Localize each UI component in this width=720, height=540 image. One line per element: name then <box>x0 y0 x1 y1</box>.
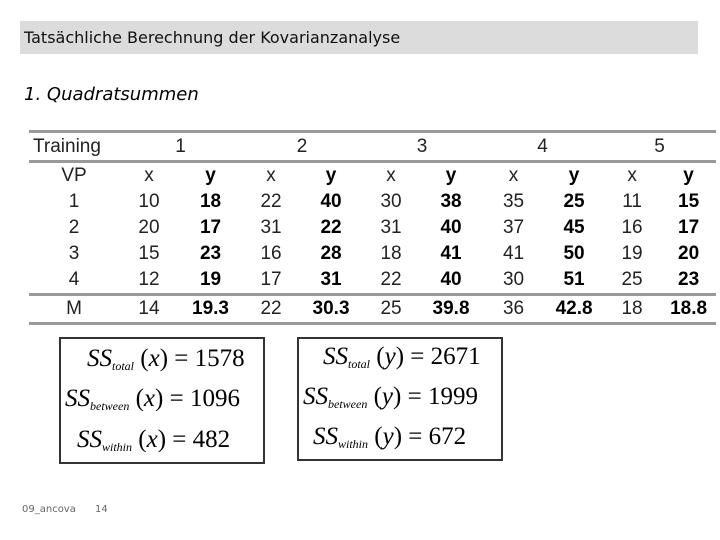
variable-header-row <box>29 162 716 190</box>
ss-within-y: $SS_{within}$ (y) = 672 <box>313 423 467 451</box>
x-cell: 18 <box>380 243 402 264</box>
y-cell: 22 <box>320 217 342 238</box>
vp-cell: 1 <box>68 191 80 212</box>
table-row <box>29 215 716 241</box>
x-cell: 19 <box>621 243 643 264</box>
y-cell: 45 <box>563 217 585 238</box>
x-cell: 20 <box>138 217 160 238</box>
x-cell: 11 <box>622 191 642 212</box>
x-header: x <box>627 165 637 186</box>
y-cell: 41 <box>440 243 462 264</box>
slide-title: Tatsächliche Berechnung der Kovarianzanalyse <box>20 21 698 54</box>
x-cell: 22 <box>260 191 282 212</box>
y-cell: 17 <box>678 217 700 238</box>
mean-row <box>29 295 716 324</box>
footer-filename: 09_ancova <box>22 504 76 515</box>
y-cell: 23 <box>678 269 700 290</box>
y-cell: 50 <box>563 243 585 264</box>
mean-label: M <box>66 298 82 319</box>
y-cell: 51 <box>563 269 585 290</box>
y-header: y <box>325 165 337 186</box>
y-header: y <box>445 165 457 186</box>
group-header: 5 <box>654 135 665 157</box>
training-label: Training <box>33 135 101 157</box>
y-cell: 38 <box>440 191 462 212</box>
vp-label: VP <box>61 165 87 186</box>
footer-page-number: 14 <box>95 504 108 515</box>
ss-x-formula-box <box>59 337 265 464</box>
vp-cell: 3 <box>68 243 80 264</box>
x-cell: 12 <box>138 269 160 290</box>
y-cell: 40 <box>440 269 462 290</box>
table-row <box>29 241 716 267</box>
x-cell: 15 <box>138 243 160 264</box>
ss-between-x: $SS_{between}$ (x) = 1096 <box>65 385 240 413</box>
x-cell: 35 <box>502 191 525 212</box>
x-cell: 30 <box>502 269 525 290</box>
x-cell: 31 <box>260 217 282 238</box>
y-cell: 19 <box>199 269 222 290</box>
x-cell: 37 <box>502 217 525 238</box>
y-mean-cell: 39.8 <box>432 298 470 319</box>
y-cell: 28 <box>320 243 342 264</box>
x-cell: 10 <box>138 191 160 212</box>
y-header: y <box>683 165 694 186</box>
y-cell: 25 <box>563 191 585 212</box>
table-row <box>29 189 716 215</box>
vp-cell: 2 <box>68 217 80 238</box>
group-header: 3 <box>416 135 428 157</box>
x-mean-cell: 22 <box>260 298 282 319</box>
y-cell: 15 <box>678 191 700 212</box>
y-cell: 23 <box>199 243 222 264</box>
group-header: 2 <box>296 135 308 157</box>
x-mean-cell: 18 <box>621 298 643 319</box>
x-mean-cell: 14 <box>138 298 160 319</box>
y-mean-cell: 30.3 <box>312 298 350 319</box>
ss-within-x: $SS_{within}$ (x) = 482 <box>77 426 231 454</box>
group-header: 4 <box>537 135 548 157</box>
x-header: x <box>508 165 519 186</box>
y-cell: 18 <box>199 191 222 212</box>
y-header: y <box>205 165 216 186</box>
x-header: x <box>144 165 154 186</box>
ss-y-formula-box <box>297 337 503 461</box>
x-cell: 17 <box>260 269 282 290</box>
section-heading: 1. Quadratsummen <box>24 84 199 105</box>
x-cell: 22 <box>380 269 402 290</box>
ss-total-x: $SS_{total}$ (x) = 1578 <box>87 345 245 373</box>
data-table <box>29 130 716 325</box>
y-mean-cell: 18.8 <box>670 298 708 319</box>
ss-total-y: $SS_{total}$ (y) = 2671 <box>323 343 481 371</box>
y-cell: 31 <box>320 269 342 290</box>
training-header-row <box>29 132 716 162</box>
table-row <box>29 267 716 295</box>
ss-between-y: $SS_{between}$ (y) = 1999 <box>303 383 478 411</box>
x-cell: 31 <box>380 217 402 238</box>
y-cell: 20 <box>678 243 700 264</box>
group-header: 1 <box>175 135 186 157</box>
y-cell: 40 <box>440 217 462 238</box>
x-cell: 30 <box>380 191 402 212</box>
x-header: x <box>386 165 396 186</box>
vp-cell: 4 <box>68 269 80 290</box>
y-cell: 17 <box>199 217 222 238</box>
y-header: y <box>568 165 580 186</box>
x-cell: 16 <box>260 243 282 264</box>
x-header: x <box>266 165 276 186</box>
x-cell: 41 <box>502 243 525 264</box>
x-mean-cell: 36 <box>502 298 525 319</box>
y-mean-cell: 19.3 <box>192 298 229 319</box>
x-mean-cell: 25 <box>380 298 402 319</box>
x-cell: 16 <box>621 217 643 238</box>
y-mean-cell: 42.8 <box>555 298 593 319</box>
x-cell: 25 <box>621 269 643 290</box>
y-cell: 40 <box>320 191 342 212</box>
